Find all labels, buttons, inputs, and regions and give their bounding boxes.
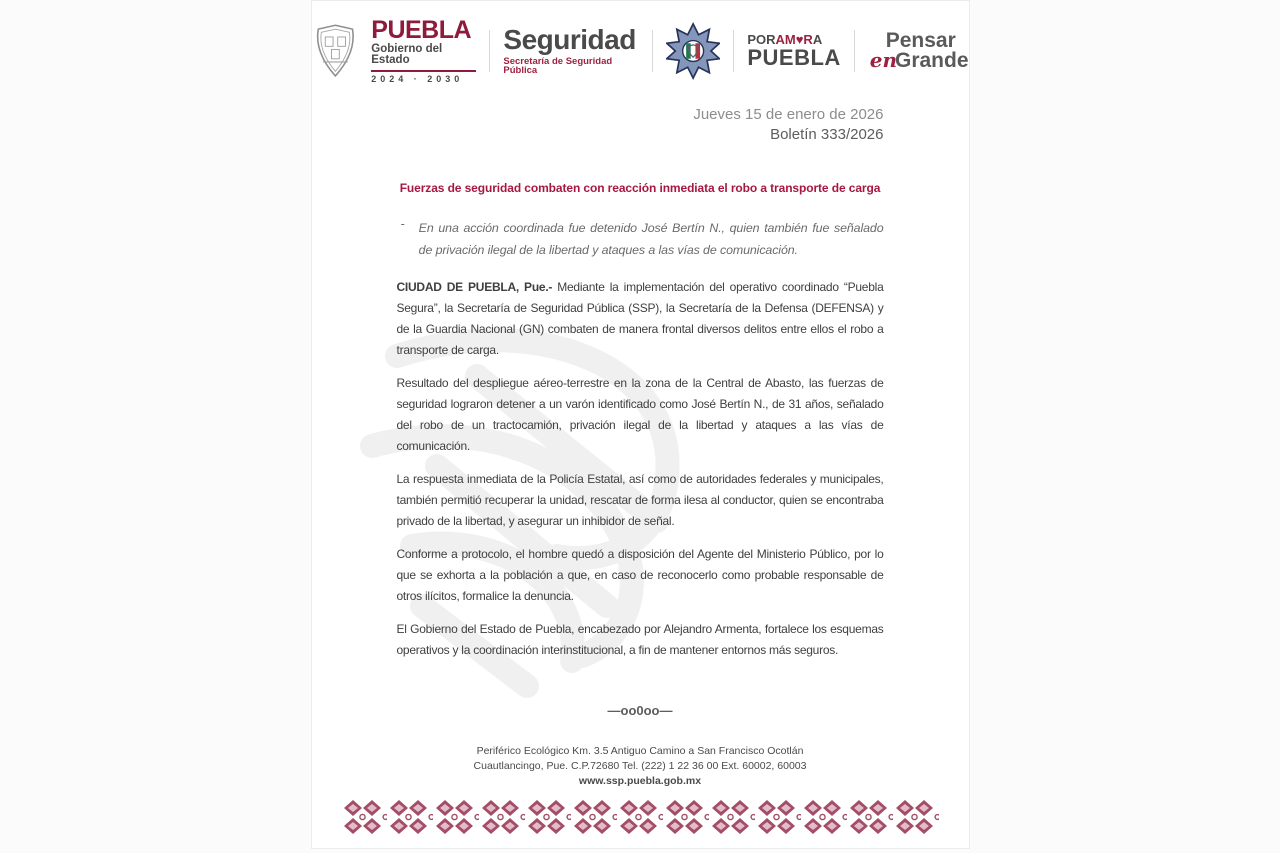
talavera-motif-icon bbox=[571, 798, 617, 836]
highlight-dash: - bbox=[400, 217, 405, 231]
divider bbox=[854, 30, 855, 72]
por-amor-a-line bbox=[747, 33, 840, 46]
footer-line-2: Cuautlancingo, Pue. C.P.72680 Tel. (222) 1 22 36 00 Ext. 60002, 60003 bbox=[473, 760, 807, 772]
bulletin-number: Boletín 333/2026 bbox=[770, 126, 884, 143]
seguridad-subtitle: Secretaría de Seguridad Pública bbox=[503, 55, 613, 76]
talavera-motif-icon bbox=[433, 798, 479, 836]
bulletin-title: Fuerzas de seguridad combaten con reacción inmediata el robo a transporte de carga bbox=[399, 181, 881, 195]
talavera-motif-icon bbox=[525, 798, 571, 836]
talavera-motif-icon bbox=[709, 798, 755, 836]
footer-line-1: Periférico Ecológico Km. 3.5 Antiguo Camino a San Francisco Ocotlán bbox=[476, 745, 804, 757]
puebla-coat-of-arms-icon bbox=[312, 20, 359, 82]
paragraph-1 bbox=[397, 277, 884, 361]
talavera-motif-icon bbox=[847, 798, 893, 836]
talavera-motif-icon bbox=[801, 798, 847, 836]
footer-website: www.ssp.puebla.gob.mx bbox=[578, 775, 702, 787]
talavera-motif-icon bbox=[617, 798, 663, 836]
gobierno-years: 2024 · 2030 bbox=[371, 73, 464, 84]
por-amor-a-puebla-logo bbox=[747, 33, 840, 69]
highlight-item bbox=[397, 217, 884, 261]
dateline: CIUDAD DE PUEBLA, Pue.- bbox=[396, 280, 553, 294]
paragraph-1-text: Mediante la implementación del operativo coordinado “Puebla Segura”, la Secretaría de Seguridad Pública (SSP), la Secretaría de la Defensa (DEFENSA) y de la Guardia Nacional (GN) combaten de manera frontal diversos delitos entre ellos el robo a transporte de carga. bbox=[396, 280, 884, 357]
pensar-en-grande-logo bbox=[868, 28, 969, 72]
amor-text: AM♥R bbox=[775, 31, 813, 47]
seguridad-title: Seguridad bbox=[503, 23, 636, 55]
decorative-talavera-border bbox=[312, 798, 969, 836]
police-star-badge-icon bbox=[666, 20, 720, 82]
footer-address bbox=[312, 744, 969, 789]
a-text: A bbox=[812, 31, 823, 47]
paragraph-5: El Gobierno del Estado de Puebla, encabezado por Alejandro Armenta, fortalece los esquemas operativos y la coordinación interinstitucional, a fin de mantener entornos más seguros. bbox=[396, 622, 884, 657]
bulletin-page bbox=[311, 0, 970, 849]
pensar-text: Pensar bbox=[885, 28, 956, 52]
talavera-motif-icon bbox=[479, 798, 525, 836]
talavera-motif-icon bbox=[341, 798, 387, 836]
grande-text: Grande bbox=[894, 48, 969, 72]
amor-puebla-text: PUEBLA bbox=[747, 44, 841, 70]
seguridad-logo bbox=[503, 23, 639, 76]
gobierno-logo bbox=[371, 15, 476, 84]
end-separator: —oo0oo— bbox=[607, 703, 673, 718]
divider bbox=[652, 30, 653, 72]
divider bbox=[733, 30, 734, 72]
gobierno-name: PUEBLA bbox=[371, 15, 472, 44]
letterhead bbox=[312, 1, 969, 87]
highlight-text: En una acción coordinada fue detenido José Bertín N., quien también fue señalado de privación ilegal de la libertad y ataques a las vías de comunicación. bbox=[418, 221, 884, 257]
paragraph-3: La respuesta inmediata de la Policía Estatal, así como de autoridades federales y municipales, también permitió recuperar la unidad, rescatar de forma ilesa al conductor, quien se encontraba privado de la libertad, y asegurar un inhibidor de señal. bbox=[396, 472, 884, 528]
talavera-motif-icon bbox=[387, 798, 433, 836]
divider bbox=[489, 30, 490, 72]
gobierno-subtitle: Gobierno del Estado bbox=[371, 44, 476, 72]
bulletin-body bbox=[397, 277, 884, 661]
paragraph-2: Resultado del despliegue aéreo-terrestre en la zona de la Central de Abasto, las fuerzas de seguridad lograron detener a un varón identificado como José Bertín N., de 31 años, señalado del robo de un tractocamión, privación ilegal de la libertad y ataques a las vías de comunicación. bbox=[396, 376, 884, 453]
talavera-motif-icon bbox=[755, 798, 801, 836]
talavera-motif-icon bbox=[893, 798, 939, 836]
paragraph-4: Conforme a protocolo, el hombre quedó a disposición del Agente del Ministerio Público, por lo que se exhorta a la población a que, en caso de reconocerlo como probable responsable de otros ilícitos, formalice la denuncia. bbox=[396, 547, 884, 603]
talavera-motif-icon bbox=[663, 798, 709, 836]
en-text: en bbox=[869, 47, 897, 72]
bulletin-date: Jueves 15 de enero de 2026 bbox=[693, 106, 884, 123]
bulletin-meta bbox=[397, 105, 884, 145]
por-text: POR bbox=[747, 31, 776, 47]
